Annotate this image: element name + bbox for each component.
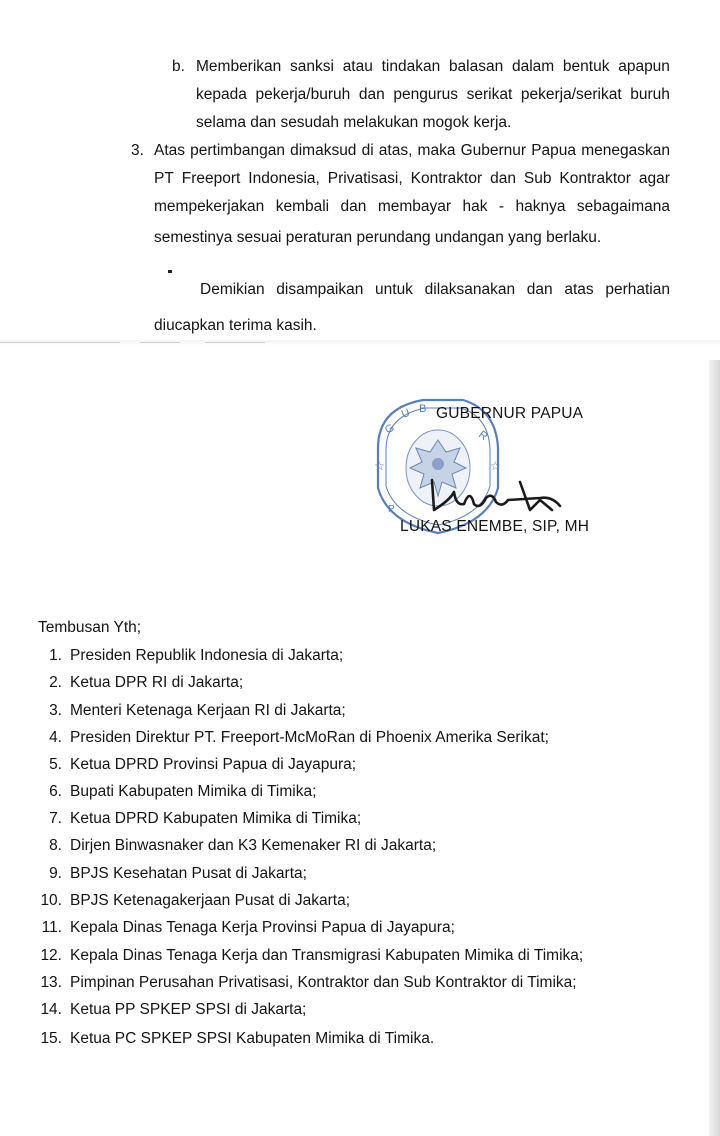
- item-3-line-4: semestinya sesuai peraturan perundang undangan yang berlaku.: [154, 229, 602, 246]
- tembusan-item-number: 5.: [49, 756, 62, 773]
- fold-line: [0, 342, 120, 343]
- tembusan-item-text: BPJS Ketenagakerjaan Pusat di Jakarta;: [70, 892, 351, 909]
- tembusan-item-number: 8.: [49, 837, 62, 854]
- tembusan-item-number: 15.: [40, 1030, 62, 1047]
- tembusan-item: [38, 973, 577, 993]
- tembusan-item-text: Kepala Dinas Tenaga Kerja dan Transmigrasi Kabupaten Mimika di Timika;: [70, 947, 584, 964]
- item-3-number: 3.: [131, 142, 144, 159]
- closing-line-2: diucapkan terima kasih.: [154, 317, 317, 334]
- tembusan-item-text: Kepala Dinas Tenaga Kerja Provinsi Papua di Jayapura;: [70, 919, 455, 936]
- item-b-line-2: kepada pekerja/buruh dan pengurus serikat pekerja/serikat buruh: [196, 86, 670, 103]
- item-3-line-3: mempekerjakan kembali dan membayar hak - haknya sebagaimana: [154, 198, 670, 215]
- tembusan-item-text: Ketua PP SPKEP SPSI di Jakarta;: [70, 1001, 307, 1018]
- tembusan-item-number: 13.: [40, 974, 62, 991]
- tembusan-item-number: 7.: [49, 810, 62, 827]
- tembusan-item-number: 4.: [49, 729, 62, 746]
- tembusan-item-number: 9.: [49, 865, 62, 882]
- tembusan-item: [38, 918, 455, 938]
- tembusan-item: [38, 646, 343, 666]
- fold-line: [205, 342, 265, 343]
- svg-text:G: G: [382, 421, 397, 437]
- tembusan-item: [38, 946, 583, 966]
- page-edge-shadow: [709, 360, 720, 1136]
- tembusan-item: [38, 782, 316, 802]
- item-3-line-1: Atas pertimbangan dimaksud di atas, maka Gubernur Papua menegaskan: [154, 142, 670, 159]
- item-b-line-3: selama dan sesudah melakukan mogok kerja.: [196, 114, 512, 131]
- tembusan-item-text: Ketua DPRD Provinsi Papua di Jayapura;: [70, 756, 357, 773]
- svg-text:U: U: [399, 406, 412, 421]
- tembusan-item-number: 12.: [40, 947, 62, 964]
- closing-line-1: Demikian disampaikan untuk dilaksanakan dan atas perhatian: [200, 281, 670, 298]
- item-b-letter: b.: [172, 58, 185, 75]
- fold-line: [140, 342, 180, 343]
- tembusan-item-text: Presiden Direktur PT. Freeport-McMoRan di Phoenix Amerika Serikat;: [70, 729, 549, 746]
- tembusan-item: [38, 701, 346, 721]
- svg-text:☆: ☆: [490, 459, 501, 473]
- signatory-title: GUBERNUR PAPUA: [436, 405, 584, 422]
- tembusan-item: [38, 836, 436, 856]
- tembusan-item-text: Presiden Republik Indonesia di Jakarta;: [70, 647, 344, 664]
- item-3-line-2: PT Freeport Indonesia, Privatisasi, Kontraktor dan Sub Kontraktor agar: [154, 170, 670, 187]
- tembusan-item-number: 6.: [49, 783, 62, 800]
- tembusan-item-number: 14.: [40, 1001, 62, 1018]
- stray-mark: [168, 270, 172, 273]
- tembusan-item: [38, 673, 243, 693]
- tembusan-item-text: Ketua DPRD Kabupaten Mimika di Timika;: [70, 810, 362, 827]
- tembusan-item-text: Pimpinan Perusahan Privatisasi, Kontraktor dan Sub Kontraktor di Timika;: [70, 974, 577, 991]
- tembusan-item-number: 11.: [41, 919, 62, 936]
- tembusan-item-number: 1.: [49, 647, 62, 664]
- tembusan-item-text: Dirjen Binwasnaker dan K3 Kemenaker RI di Jakarta;: [70, 837, 437, 854]
- tembusan-item: [38, 1000, 306, 1020]
- tembusan-item-number: 3.: [49, 702, 62, 719]
- page-fold: [0, 340, 720, 346]
- tembusan-item-text: Bupati Kabupaten Mimika di Timika;: [70, 783, 317, 800]
- tembusan-item: [38, 755, 356, 775]
- svg-text:R: R: [476, 428, 490, 444]
- tembusan-item-number: 2.: [49, 674, 62, 691]
- tembusan-heading: Tembusan Yth;: [38, 619, 142, 636]
- svg-text:P: P: [388, 504, 395, 515]
- tembusan-item-text: BPJS Kesehatan Pusat di Jakarta;: [70, 865, 307, 882]
- svg-text:☆: ☆: [374, 459, 385, 473]
- tembusan-item: [38, 1029, 434, 1049]
- tembusan-item: [38, 864, 307, 884]
- tembusan-item-text: Ketua DPR RI di Jakarta;: [70, 674, 244, 691]
- tembusan-item: [38, 809, 361, 829]
- tembusan-item: [38, 728, 549, 748]
- tembusan-item: [38, 891, 350, 911]
- svg-text:B: B: [419, 403, 427, 415]
- item-b-line-1: Memberikan sanksi atau tindakan balasan dalam bentuk apapun: [196, 58, 670, 75]
- tembusan-item-number: 10.: [40, 892, 62, 909]
- handwritten-signature-icon: [420, 470, 590, 520]
- tembusan-item-text: Menteri Ketenaga Kerjaan RI di Jakarta;: [70, 702, 346, 719]
- signatory-name: LUKAS ENEMBE, SIP, MH: [400, 518, 590, 535]
- tembusan-item-text: Ketua PC SPKEP SPSI Kabupaten Mimika di Timika.: [70, 1030, 435, 1047]
